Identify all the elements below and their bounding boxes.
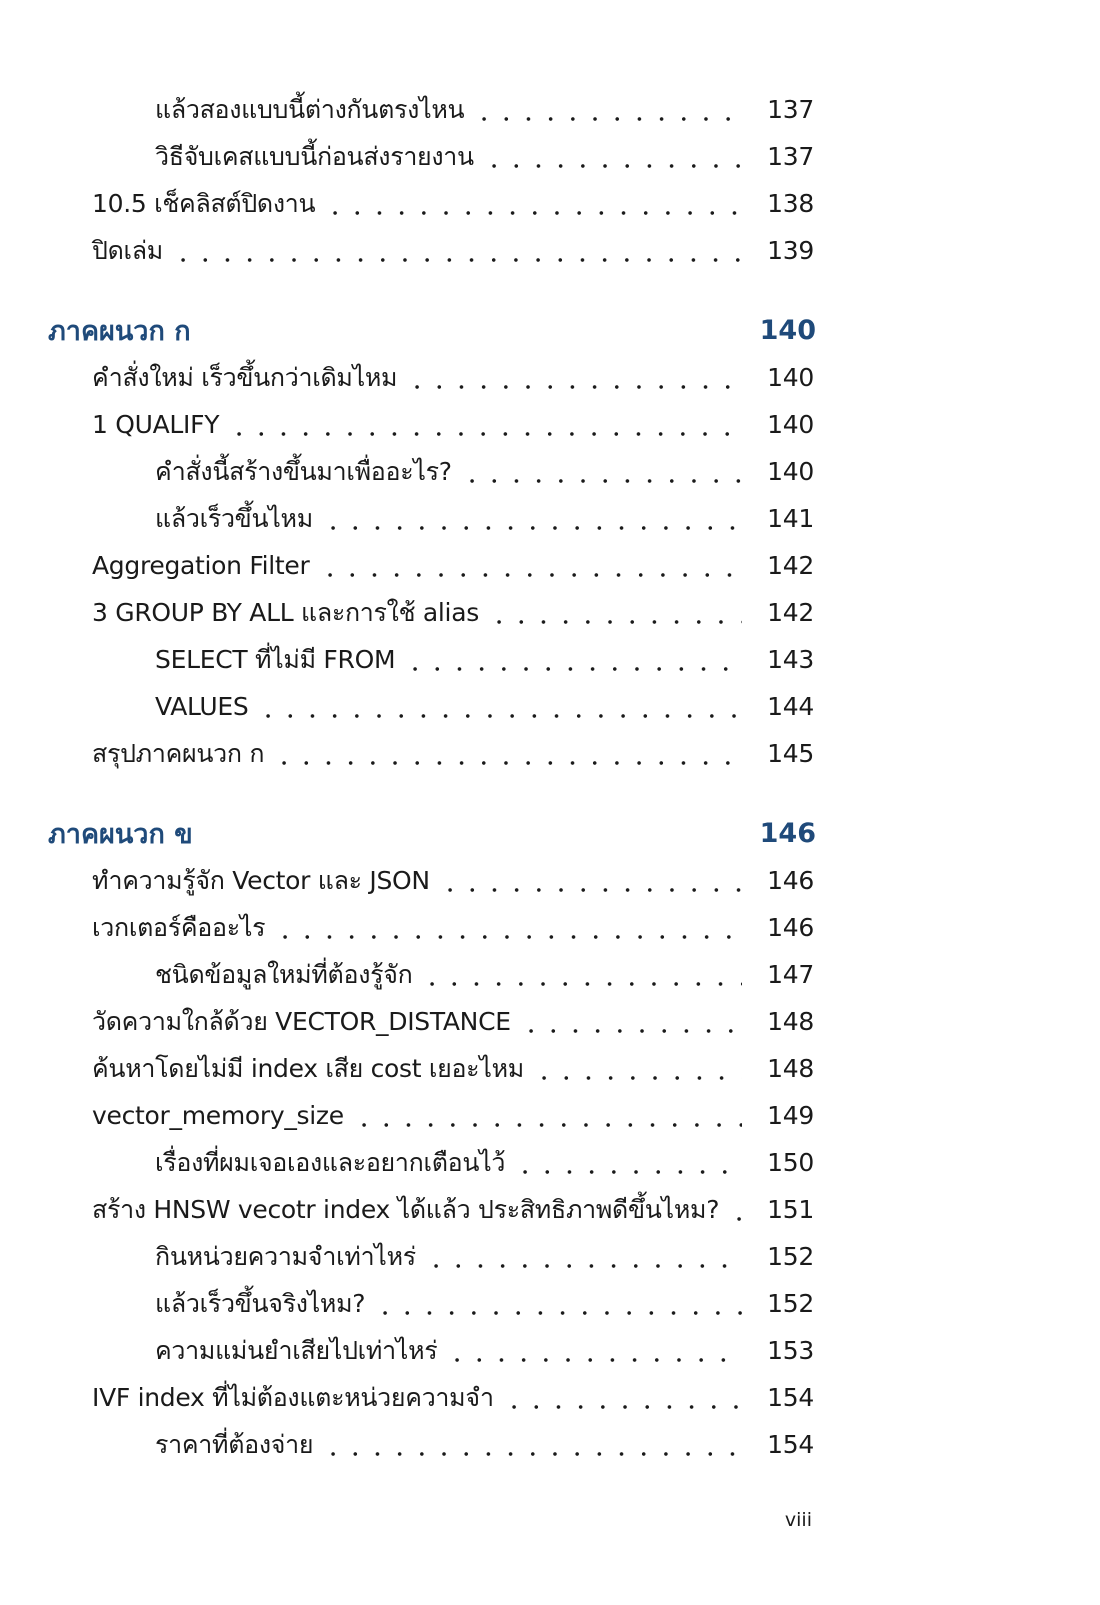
section-heading-title: ภาคผนวก ก	[48, 316, 191, 347]
toc-entry[interactable]	[0, 857, 1100, 904]
toc-entry-title: ปิดเล่ม	[92, 231, 167, 271]
toc-entry[interactable]	[0, 1045, 1100, 1092]
toc-entry[interactable]	[0, 683, 1100, 730]
toc-entry-page: 145	[767, 739, 814, 768]
dot-leader	[319, 192, 742, 216]
toc-entry[interactable]	[0, 1280, 1100, 1327]
toc-entry-page: 152	[767, 1242, 814, 1271]
toc-entry-page: 152	[767, 1289, 814, 1318]
toc-entry-title: VALUES	[155, 692, 252, 721]
dot-leader	[314, 554, 743, 578]
toc-entry-page: 153	[767, 1336, 814, 1365]
toc-entry-page: 154	[767, 1383, 814, 1412]
toc-entry-page: 147	[767, 960, 814, 989]
toc-entry-page: 154	[767, 1430, 814, 1459]
section-heading-page: 140	[759, 315, 816, 346]
dot-leader	[399, 648, 742, 672]
toc-entry[interactable]	[0, 998, 1100, 1045]
toc-entry-title: คำสั่งนี้สร้างขึ้นมาเพื่ออะไร?	[155, 452, 456, 492]
toc-entry-page: 137	[767, 95, 814, 124]
toc-entry[interactable]	[0, 542, 1100, 589]
dot-leader	[434, 869, 742, 893]
toc-entry-page: 148	[767, 1007, 814, 1036]
toc-entry-title: แล้วเร็วขึ้นไหม	[155, 499, 317, 539]
dot-leader	[483, 601, 742, 625]
toc-entry-page: 148	[767, 1054, 814, 1083]
dot-leader	[348, 1104, 742, 1128]
dot-leader	[515, 1010, 742, 1034]
toc-entry[interactable]	[0, 951, 1100, 998]
section-gap	[0, 274, 1100, 307]
dot-leader	[468, 98, 742, 122]
dot-leader	[723, 1198, 742, 1222]
dot-leader	[401, 366, 742, 390]
toc-entry-page: 138	[767, 189, 814, 218]
toc-entry-page: 144	[767, 692, 814, 721]
dot-leader	[317, 507, 742, 531]
toc-entry[interactable]	[0, 1327, 1100, 1374]
toc-entry-page: 140	[767, 457, 814, 486]
dot-leader	[420, 1245, 742, 1269]
dot-leader	[528, 1057, 742, 1081]
dot-leader	[509, 1151, 742, 1175]
toc-entry-page: 149	[767, 1101, 814, 1130]
section-heading[interactable]	[0, 307, 1100, 354]
toc-entry-page: 143	[767, 645, 814, 674]
toc-entry-title: 10.5 เช็คลิสต์ปิดงาน	[92, 184, 319, 224]
toc-entry-page: 140	[767, 410, 814, 439]
toc-entry-page: 140	[767, 363, 814, 392]
toc-entry[interactable]	[0, 730, 1100, 777]
toc-entry-title: vector_memory_size	[92, 1101, 348, 1130]
toc-entry[interactable]	[0, 133, 1100, 180]
toc-entry-title: แล้วเร็วขึ้นจริงไหม?	[155, 1284, 369, 1324]
toc-entry-page: 137	[767, 142, 814, 171]
toc-entry-title: สรุปภาคผนวก ก	[92, 734, 268, 774]
toc-entry-page: 146	[767, 913, 814, 942]
toc-entry[interactable]	[0, 86, 1100, 133]
section-heading-title: ภาคผนวก ข	[48, 819, 193, 850]
dot-leader	[223, 413, 742, 437]
toc-entry-title: ราคาที่ต้องจ่าย	[155, 1425, 317, 1465]
toc-entry[interactable]	[0, 904, 1100, 951]
toc-entry-title: ทำความรู้จัก Vector และ JSON	[92, 861, 434, 901]
dot-leader	[167, 239, 742, 263]
toc-entry-title: เวกเตอร์คืออะไร	[92, 908, 269, 948]
toc-entry-title: แล้วสองแบบนี้ต่างกันตรงไหน	[155, 90, 468, 130]
toc-entry-title: ชนิดข้อมูลใหม่ที่ต้องรู้จัก	[155, 955, 416, 995]
toc-entry-title: SELECT ที่ไม่มี FROM	[155, 640, 399, 680]
toc-entry-page: 141	[767, 504, 814, 533]
toc-entry[interactable]	[0, 401, 1100, 448]
toc-entry[interactable]	[0, 354, 1100, 401]
toc-entry-title: เรื่องที่ผมเจอเองและอยากเตือนไว้	[155, 1143, 509, 1183]
toc-entry-page: 150	[767, 1148, 814, 1177]
toc-entry[interactable]	[0, 1374, 1100, 1421]
toc-entry-title: กินหน่วยความจำเท่าไหร่	[155, 1237, 420, 1277]
dot-leader	[441, 1339, 742, 1363]
toc-entry-title: 3 GROUP BY ALL และการใช้ alias	[92, 593, 483, 633]
toc-entry[interactable]	[0, 495, 1100, 542]
page-number-footer: viii	[784, 1509, 812, 1531]
toc-entry-title: Aggregation Filter	[92, 551, 314, 580]
toc-entry-title: ความแม่นยำเสียไปเท่าไหร่	[155, 1331, 441, 1371]
section-heading-page: 146	[759, 818, 816, 849]
toc-entry-page: 151	[767, 1195, 814, 1224]
toc-entry-title: วิธีจับเคสแบบนี้ก่อนส่งรายงาน	[155, 137, 478, 177]
toc-entry-title: สร้าง HNSW vecotr index ได้แล้ว ประสิทธิภาพดีขึ้นไหม?	[92, 1190, 723, 1230]
dot-leader	[498, 1386, 742, 1410]
section-gap	[0, 777, 1100, 810]
toc-entry-page: 142	[767, 551, 814, 580]
toc-block-continued	[0, 86, 1100, 274]
section-heading[interactable]	[0, 810, 1100, 857]
toc-entry-title: ค้นหาโดยไม่มี index เสีย cost เยอะไหม	[92, 1049, 528, 1089]
dot-leader	[456, 460, 742, 484]
toc-entry[interactable]	[0, 448, 1100, 495]
toc-entry-title: 1 QUALIFY	[92, 410, 223, 439]
toc-entry-title: คำสั่งใหม่ เร็วขึ้นกว่าเดิมไหม	[92, 358, 401, 398]
dot-leader	[268, 742, 742, 766]
toc-entry-title: วัดความใกล้ด้วย VECTOR_DISTANCE	[92, 1002, 515, 1042]
toc-entry[interactable]	[0, 1139, 1100, 1186]
toc-entry-page: 139	[767, 236, 814, 265]
toc-entry[interactable]	[0, 227, 1100, 274]
toc-entry[interactable]	[0, 636, 1100, 683]
toc-entry[interactable]	[0, 1186, 1100, 1233]
toc-entry-title: IVF index ที่ไม่ต้องแตะหน่วยความจำ	[92, 1378, 498, 1418]
toc-entry[interactable]	[0, 1092, 1100, 1139]
table-of-contents	[0, 86, 1100, 1468]
dot-leader	[369, 1292, 742, 1316]
dot-leader	[416, 963, 742, 987]
toc-section-appendix-b	[0, 810, 1100, 1468]
toc-entry-page: 142	[767, 598, 814, 627]
toc-entry[interactable]	[0, 589, 1100, 636]
dot-leader	[478, 145, 742, 169]
toc-entry[interactable]	[0, 180, 1100, 227]
dot-leader	[252, 695, 742, 719]
toc-section-appendix-a	[0, 307, 1100, 777]
toc-entry-page: 146	[767, 866, 814, 895]
dot-leader	[269, 916, 742, 940]
dot-leader	[317, 1433, 742, 1457]
toc-entry[interactable]	[0, 1233, 1100, 1280]
toc-entry[interactable]	[0, 1421, 1100, 1468]
